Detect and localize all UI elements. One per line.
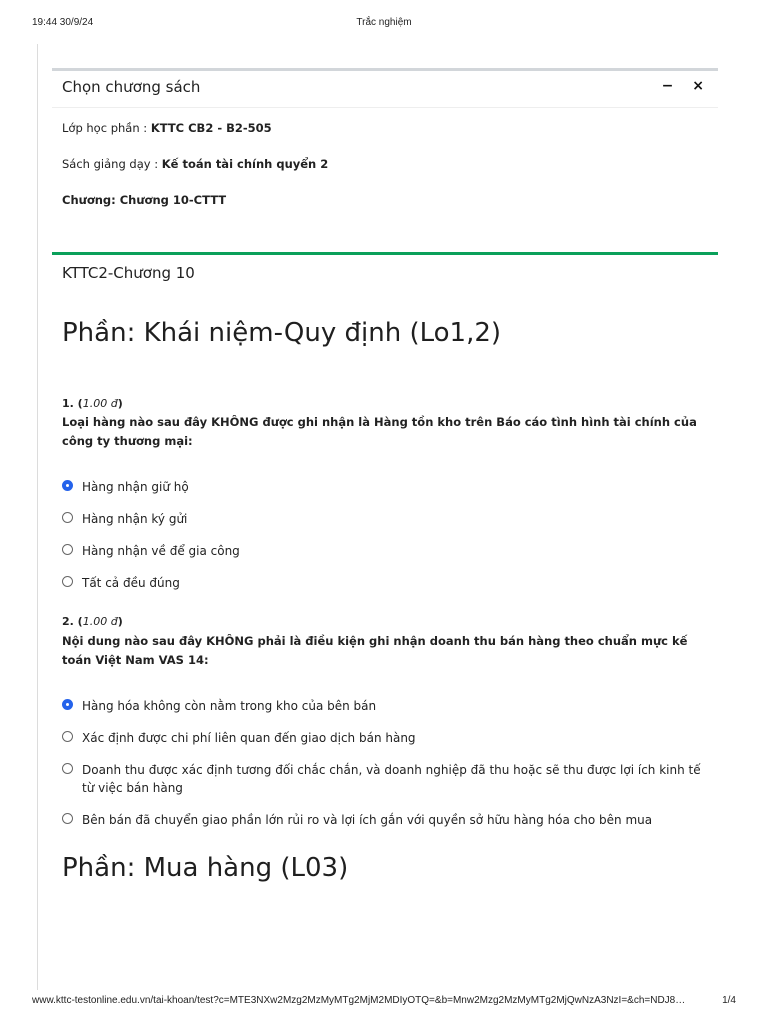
- radio-unselected[interactable]: [62, 544, 73, 555]
- radio-selected[interactable]: [62, 699, 73, 710]
- option-label[interactable]: Doanh thu được xác định tương đối chắc chắn, và doanh nghiệp đã thu hoặc sẽ thu được lợi ích kinh tế từ việc bán hàng: [82, 763, 701, 795]
- card-title: Chọn chương sách: [62, 78, 201, 96]
- class-label: Lớp học phần :: [62, 121, 151, 135]
- question-number: 1. (1.00 đ): [62, 397, 123, 410]
- print-url: www.kttc-testonline.edu.vn/tai-khoan/test?c=MTE3NXw2Mzg2MzMyMTg2MjM2MDIyOTQ=&b=Mnw2Mzg2MzMyMTg2MjQwNzA3NzI=&ch=NDJ8…: [32, 995, 686, 1006]
- radio-unselected[interactable]: [62, 763, 73, 774]
- print-page-number: 1/4: [722, 995, 736, 1006]
- radio-unselected[interactable]: [62, 576, 73, 587]
- question-text: Loại hàng nào sau đây KHÔNG được ghi nhận là Hàng tồn kho trên Báo cáo tình hình tài chính của công ty thương mại:: [62, 415, 697, 448]
- option-label[interactable]: Hàng nhận về để gia công: [82, 544, 240, 558]
- part-title: Phần: Mua hàng (L03): [62, 853, 349, 883]
- radio-unselected[interactable]: [62, 512, 73, 523]
- radio-selected[interactable]: [62, 480, 73, 491]
- close-icon[interactable]: ×: [692, 78, 704, 94]
- answer-option[interactable]: [62, 542, 712, 562]
- minimize-icon[interactable]: −: [661, 78, 674, 94]
- chapter-selector-card: [52, 68, 718, 235]
- radio-unselected[interactable]: [62, 731, 73, 742]
- option-label[interactable]: Xác định được chi phí liên quan đến giao dịch bán hàng: [82, 731, 416, 745]
- question-points: 1.00 đ: [82, 615, 118, 628]
- class-info: [62, 121, 272, 135]
- answer-option[interactable]: [62, 811, 712, 831]
- print-page-title: Trắc nghiệm: [356, 17, 412, 28]
- chapter-value: Chương: Chương 10-CTTT: [62, 193, 227, 207]
- print-header: [0, 17, 768, 31]
- option-label[interactable]: Hàng nhận ký gửi: [82, 512, 188, 526]
- answer-option[interactable]: [62, 478, 712, 498]
- chapter-info: [62, 193, 226, 207]
- section-name: KTTC2-Chương 10: [62, 264, 195, 282]
- answer-option[interactable]: [62, 729, 712, 749]
- book-label: Sách giảng dạy :: [62, 157, 162, 171]
- book-info: [62, 157, 328, 171]
- class-value: KTTC CB2 - B2-505: [150, 121, 272, 135]
- question-points: 1.00 đ: [82, 397, 118, 410]
- option-label[interactable]: Bên bán đã chuyển giao phần lớn rủi ro và lợi ích gắn với quyền sở hữu hàng hóa cho bên mua: [82, 813, 653, 827]
- option-label[interactable]: Hàng nhận giữ hộ: [82, 480, 189, 494]
- card-header: [52, 71, 718, 108]
- option-label[interactable]: Hàng hóa không còn nằm trong kho của bên bán: [82, 699, 377, 713]
- part-title: Phần: Khái niệm-Quy định (Lo1,2): [62, 318, 502, 348]
- print-footer: [0, 995, 768, 1009]
- answer-option[interactable]: [62, 697, 712, 717]
- option-label[interactable]: Tất cả đều đúng: [82, 576, 180, 590]
- radio-unselected[interactable]: [62, 813, 73, 824]
- answer-option[interactable]: [62, 574, 712, 594]
- print-datetime: 19:44 30/9/24: [32, 17, 94, 28]
- page-left-border: [37, 44, 38, 990]
- answer-option[interactable]: [62, 761, 712, 799]
- book-value: Kế toán tài chính quyển 2: [161, 157, 329, 171]
- question-number: 2. (1.00 đ): [62, 615, 123, 628]
- question-text: Nội dung nào sau đây KHÔNG phải là điều kiện ghi nhận doanh thu bán hàng theo chuẩn mực kế toán Việt Nam VAS 14:: [62, 634, 688, 667]
- answer-option[interactable]: [62, 510, 712, 530]
- card-tools: [648, 78, 704, 94]
- quiz-section: [52, 252, 718, 282]
